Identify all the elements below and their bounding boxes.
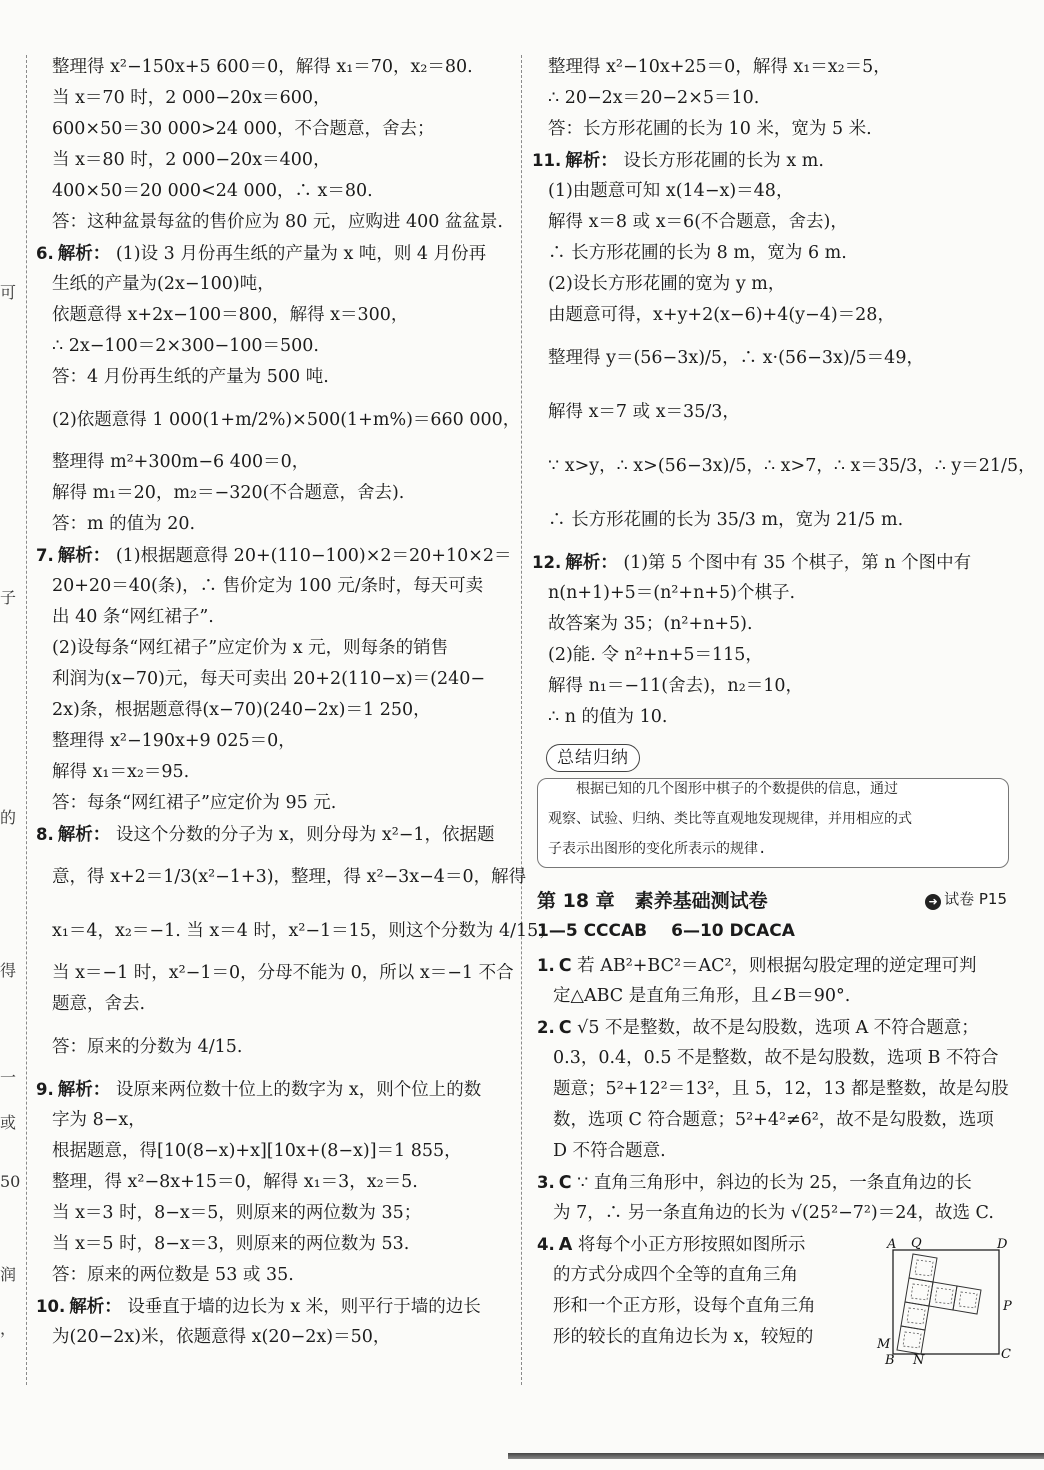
edge-fragment: 一 <box>0 1068 17 1087</box>
text-line <box>537 981 1015 1012</box>
line-text: 形的较长的直角边长为 x，较短的 <box>553 1327 814 1347</box>
text-line <box>36 114 514 145</box>
line-text: 生纸的产量为(2x−100)吨， <box>52 274 275 294</box>
text-line <box>36 509 514 540</box>
question-number: 4. <box>537 1235 555 1254</box>
outer-square <box>893 1250 999 1354</box>
line-text: ∴ n 的值为 10. <box>548 707 668 727</box>
text-line <box>36 52 514 83</box>
text-line <box>537 1198 1015 1229</box>
line-text: 解得 n₁＝−11(舍去)，n₂＝10， <box>548 676 803 696</box>
text-line <box>36 300 514 331</box>
line-text: 0.3，0.4，0.5 不是整数，故不是勾股数，选项 B 不符合 <box>553 1048 999 1068</box>
line-text: 答：长方形花圃的长为 10 米，宽为 5 米. <box>548 119 872 139</box>
label-P: P <box>1003 1299 1012 1314</box>
text-line <box>537 1105 1015 1136</box>
text-line <box>532 145 1016 176</box>
question-number: 9. <box>36 1080 54 1099</box>
line-text: 依题意得 x+2x−100＝800，解得 x＝300， <box>52 305 409 325</box>
text-line <box>36 145 514 176</box>
pythagorean-figure <box>875 1236 1015 1366</box>
text-line <box>36 1291 514 1322</box>
text-line <box>36 695 514 726</box>
question-number: 10. <box>36 1297 66 1316</box>
page-bottom-edge <box>508 1453 1044 1459</box>
line-text: (1)设 3 月份再生纸的产量为 x 吨，则 4 月份再 <box>115 244 487 264</box>
chapter-title <box>537 886 768 913</box>
line-text: 定△ABC 是直角三角形，且∠B＝90°. <box>553 986 851 1006</box>
line-text: 解得 x＝7 或 x＝35/3， <box>548 402 740 422</box>
page-ref-text: 试卷 P15 <box>944 890 1007 908</box>
inner-squares <box>897 1254 981 1354</box>
line-text: 2x)条，根据题意得(x−70)(240−2x)＝1 250， <box>52 700 431 720</box>
label-N: N <box>913 1353 925 1366</box>
text-line <box>532 83 1016 114</box>
line-text: 设原来两位数十位上的数字为 x，则个位上的数 <box>115 1080 482 1100</box>
line-text: 当 x＝3 时，8−x＝5，则原来的两位数为 35； <box>52 1203 422 1223</box>
text-line <box>36 540 514 571</box>
line-text: 整理得 m²+300m−6 400＝0， <box>52 452 310 472</box>
line-text: 数，选项 C 符合题意；5²+4²≠6²，故不是勾股数，选项 <box>553 1110 994 1130</box>
line-text: 当 x＝−1 时，x²−1＝0，分母不能为 0，所以 x＝−1 不合 <box>52 963 514 983</box>
label-A: A <box>887 1237 897 1252</box>
text-line <box>36 958 514 989</box>
text-line <box>532 609 1016 640</box>
text-line <box>532 702 1016 733</box>
line-text: 答：4 月份再生纸的产量为 500 吨. <box>52 367 329 387</box>
analysis-tag: 解析： <box>57 244 111 264</box>
text-line <box>537 950 1015 981</box>
line-text: 答：每条“网红裙子”应定价为 95 元. <box>52 793 337 813</box>
line-text: 由题意可得，x+y+2(x−6)+4(y−4)＝28， <box>548 305 895 325</box>
question-number: 6. <box>36 244 54 263</box>
label-B: B <box>885 1353 895 1366</box>
line-text: (1)第 5 个图中有 35 个棋子，第 n 个图中有 <box>623 553 972 573</box>
text-line <box>532 439 1036 493</box>
text-line <box>532 640 1016 671</box>
line-text: 为 7，∴ 另一条直角边的长为 √(25²−7²)＝24，故选 C. <box>553 1203 994 1223</box>
left-margin-divider <box>26 55 27 1385</box>
line-text: 20+20＝40(条)，∴ 售价定为 100 元/条时，每天可卖 <box>52 576 484 596</box>
line-text: 设垂直于墙的边长为 x 米，则平行于墙的边长 <box>127 1297 481 1317</box>
line-text: 设长方形花圃的长为 x m. <box>623 151 824 171</box>
line-text: 解得 x₁＝x₂＝95. <box>52 762 190 782</box>
analysis-tag: 解析： <box>57 546 111 566</box>
line-text: 答：原来的两位数是 53 或 35. <box>52 1265 294 1285</box>
text-line <box>36 1105 514 1136</box>
analysis-tag: A <box>558 1235 573 1255</box>
question-number: 8. <box>36 825 54 844</box>
text-line <box>537 1074 1015 1105</box>
line-text: 字为 8−x， <box>52 1110 146 1130</box>
line-text: 整理，得 x²−8x+15＝0，解得 x₁＝3，x₂＝5. <box>52 1172 418 1192</box>
text-line <box>532 547 1016 578</box>
line-text: ∴ 2x−100＝2×300−100＝500. <box>52 336 319 356</box>
analysis-tag: C <box>558 956 572 976</box>
summary-line: 根据已知的几个图形中棋子的个数提供的信息，通过 <box>548 781 898 797</box>
text-line <box>36 726 514 757</box>
text-line <box>532 300 1016 331</box>
line-text: √5 不是整数，故不是勾股数，选项 A 不符合题意； <box>577 1018 979 1038</box>
text-line <box>36 1074 514 1105</box>
text-line <box>36 664 514 695</box>
edge-fragment: 50 <box>0 1172 21 1191</box>
edge-fragment: 子 <box>0 588 17 607</box>
analysis-tag: 解析： <box>565 151 618 171</box>
text-line <box>36 331 514 362</box>
edge-fragment: 可 <box>0 283 17 302</box>
text-line <box>36 989 514 1020</box>
line-text: 当 x＝5 时，8−x＝3，则原来的两位数为 53. <box>52 1234 410 1254</box>
summary-text <box>548 770 998 864</box>
text-line <box>532 238 1016 269</box>
analysis-tag: 解析： <box>57 825 111 845</box>
text-line <box>36 362 514 393</box>
text-line <box>36 757 514 788</box>
label-C: C <box>1001 1347 1011 1362</box>
text-line <box>36 904 556 958</box>
line-text: 题意，舍去. <box>52 994 146 1014</box>
answers-group-1: 1—5 CCCAB <box>537 921 648 941</box>
chapter-page-ref <box>925 888 1007 910</box>
question-number: 1. <box>537 956 555 975</box>
text-line <box>532 331 1016 385</box>
question-number: 3. <box>537 1173 555 1192</box>
line-text: D 不符合题意. <box>553 1141 666 1161</box>
edge-fragment: 的 <box>0 808 17 827</box>
text-line <box>537 1167 1015 1198</box>
line-text: 整理得 y＝(56−3x)/5，∴ x·(56−3x)/5＝49， <box>548 348 924 368</box>
edge-fragment: ， <box>0 1319 17 1338</box>
edge-fragment: 得 <box>0 961 17 980</box>
line-text: 出 40 条“网红裙子”. <box>52 607 214 627</box>
text-line <box>36 633 514 664</box>
analysis-tag: 解析： <box>69 1297 122 1317</box>
line-text: ∴ 长方形花圃的长为 35/3 m，宽为 21/5 m. <box>548 510 904 530</box>
text-line <box>36 1020 514 1074</box>
question-number: 12. <box>532 553 562 572</box>
text-line <box>36 1322 514 1353</box>
summary-title: 总结归纳 <box>546 744 640 772</box>
line-text: (1)由题意可知 x(14−x)＝48， <box>548 181 794 201</box>
text-line <box>36 1167 514 1198</box>
question-number: 11. <box>532 151 562 170</box>
line-text: x₁＝4，x₂＝−1. 当 x＝4 时，x²−1＝15，则这个分数为 4/15； <box>52 921 556 941</box>
line-text: 整理得 x²−150x+5 600＝0，解得 x₁＝70，x₂＝80. <box>52 57 473 77</box>
text-line <box>532 269 1016 300</box>
line-text: ∴ 长方形花圃的长为 8 m，宽为 6 m. <box>548 243 847 263</box>
answers-group-2: 6—10 DCACA <box>671 921 795 941</box>
summary-line: 观察、试验、归纳、类比等直观地发现规律，并用相应的式 <box>548 811 912 827</box>
line-text: ∴ 20−2x＝20−2×5＝10. <box>548 88 760 108</box>
text-line <box>36 571 514 602</box>
line-text: 当 x＝80 时，2 000−20x＝400， <box>52 150 331 170</box>
text-line <box>36 176 514 207</box>
text-line <box>36 819 514 850</box>
question-number: 2. <box>537 1018 555 1037</box>
analysis-tag: C <box>558 1018 572 1038</box>
label-D: D <box>997 1237 1008 1252</box>
analysis-tag: C <box>558 1173 572 1193</box>
text-line <box>36 478 514 509</box>
line-text: 利润为(x−70)元，每天可卖出 20+2(110−x)＝(240− <box>52 669 486 689</box>
text-line <box>36 788 514 819</box>
line-text: 当 x＝70 时，2 000−20x＝600， <box>52 88 331 108</box>
text-line <box>532 671 1016 702</box>
text-line <box>36 83 514 114</box>
label-Q: Q <box>911 1236 922 1251</box>
chapter-header <box>537 886 1011 918</box>
line-text: (2)能. 令 n²+n+5＝115， <box>548 645 763 665</box>
text-line <box>36 1136 514 1167</box>
line-text: n(n+1)+5＝(n²+n+5)个棋子. <box>548 583 796 603</box>
summary-line: 子表示出图形的变化所表示的规律. <box>548 841 767 857</box>
line-text: (2)设长方形花圃的宽为 y m， <box>548 274 786 294</box>
line-text: 将每个小正方形按照如图所示 <box>577 1235 806 1255</box>
text-line <box>537 1012 1015 1043</box>
chapter-number: 第 18 章 <box>537 890 615 912</box>
line-text: 答：原来的分数为 4/15. <box>52 1037 243 1057</box>
text-line <box>36 850 527 904</box>
line-text: 根据题意，得[10(8−x)+x][10x+(8−x)]＝1 855， <box>52 1141 462 1161</box>
line-text: 整理得 x²−10x+25＝0，解得 x₁＝x₂＝5， <box>548 57 891 77</box>
line-text: 解得 x＝8 或 x＝6(不合题意，舍去)， <box>548 212 848 232</box>
arrow-right-icon: ➜ <box>925 894 941 910</box>
line-text: 若 AB²+BC²＝AC²，则根据勾股定理的逆定理可判 <box>577 956 977 976</box>
line-text: 答：这种盆景每盆的售价应为 80 元，应购进 400 盆盆景. <box>52 212 503 232</box>
left-column <box>36 52 556 1353</box>
text-line <box>36 602 514 633</box>
line-text: 整理得 x²−190x+9 025＝0， <box>52 731 296 751</box>
line-text: 形和一个正方形，设每个直角三角 <box>553 1296 816 1316</box>
line-text: 答：m 的值为 20. <box>52 514 196 534</box>
analysis-tag: 解析： <box>57 1080 111 1100</box>
text-line <box>36 393 521 447</box>
line-text: 400×50＝20 000<24 000，∴ x＝80. <box>52 181 373 201</box>
line-text: 题意；5²+12²＝13²，且 5，12，13 都是整数，故是勾股 <box>553 1079 1009 1099</box>
line-text: (2)设每条“网红裙子”应定价为 x 元，则每条的销售 <box>52 638 449 658</box>
question-number: 7. <box>36 546 54 565</box>
answer-key <box>537 921 795 941</box>
column-divider <box>521 55 522 1385</box>
edge-fragment: 或 <box>0 1113 17 1132</box>
chapter-name: 素养基础测试卷 <box>634 890 768 912</box>
text-line <box>36 238 514 269</box>
line-text: 600×50＝30 000>24 000，不合题意，舍去； <box>52 119 435 139</box>
text-line <box>532 385 1016 439</box>
edge-fragment: 润 <box>0 1265 17 1284</box>
line-text: 设这个分数的分子为 x，则分母为 x²−1，依据题 <box>115 825 495 845</box>
text-line <box>532 578 1016 609</box>
text-line <box>532 207 1016 238</box>
line-text: (2)依题意得 1 000(1+m/2%)×500(1+m%)＝660 000， <box>52 410 521 430</box>
text-line <box>36 207 514 238</box>
text-line <box>36 1198 514 1229</box>
text-line <box>532 493 1016 547</box>
text-line <box>36 269 514 300</box>
text-line <box>537 1136 1015 1167</box>
text-line <box>532 176 1016 207</box>
line-text: ∵ x>y，∴ x>(56−3x)/5，∴ x>7，∴ x＝35/3，∴ y＝21/5， <box>548 456 1036 476</box>
text-line <box>36 1229 514 1260</box>
text-line <box>36 1260 514 1291</box>
text-line <box>532 52 1016 83</box>
line-text: 故答案为 35；(n²+n+5). <box>548 614 753 634</box>
line-text: ∵ 直角三角形中，斜边的长为 25，一条直角边的长 <box>577 1173 972 1193</box>
line-text: 意，得 x+2＝1/3(x²−1+3)，整理，得 x²−3x−4＝0，解得 <box>52 867 527 887</box>
analysis-tag: 解析： <box>565 553 618 573</box>
text-line <box>537 1043 1015 1074</box>
line-text: (1)根据题意得 20+(110−100)×2＝20+10×2＝ <box>115 546 512 566</box>
right-column <box>532 52 1036 733</box>
text-line <box>532 114 1016 145</box>
text-line <box>36 447 514 478</box>
line-text: 为(20−2x)米，依题意得 x(20−2x)＝50， <box>52 1327 391 1347</box>
label-M: M <box>877 1337 891 1352</box>
line-text: 解得 m₁＝20，m₂＝−320(不合题意，舍去). <box>52 483 405 503</box>
line-text: 的方式分成四个全等的直角三角 <box>553 1265 798 1285</box>
